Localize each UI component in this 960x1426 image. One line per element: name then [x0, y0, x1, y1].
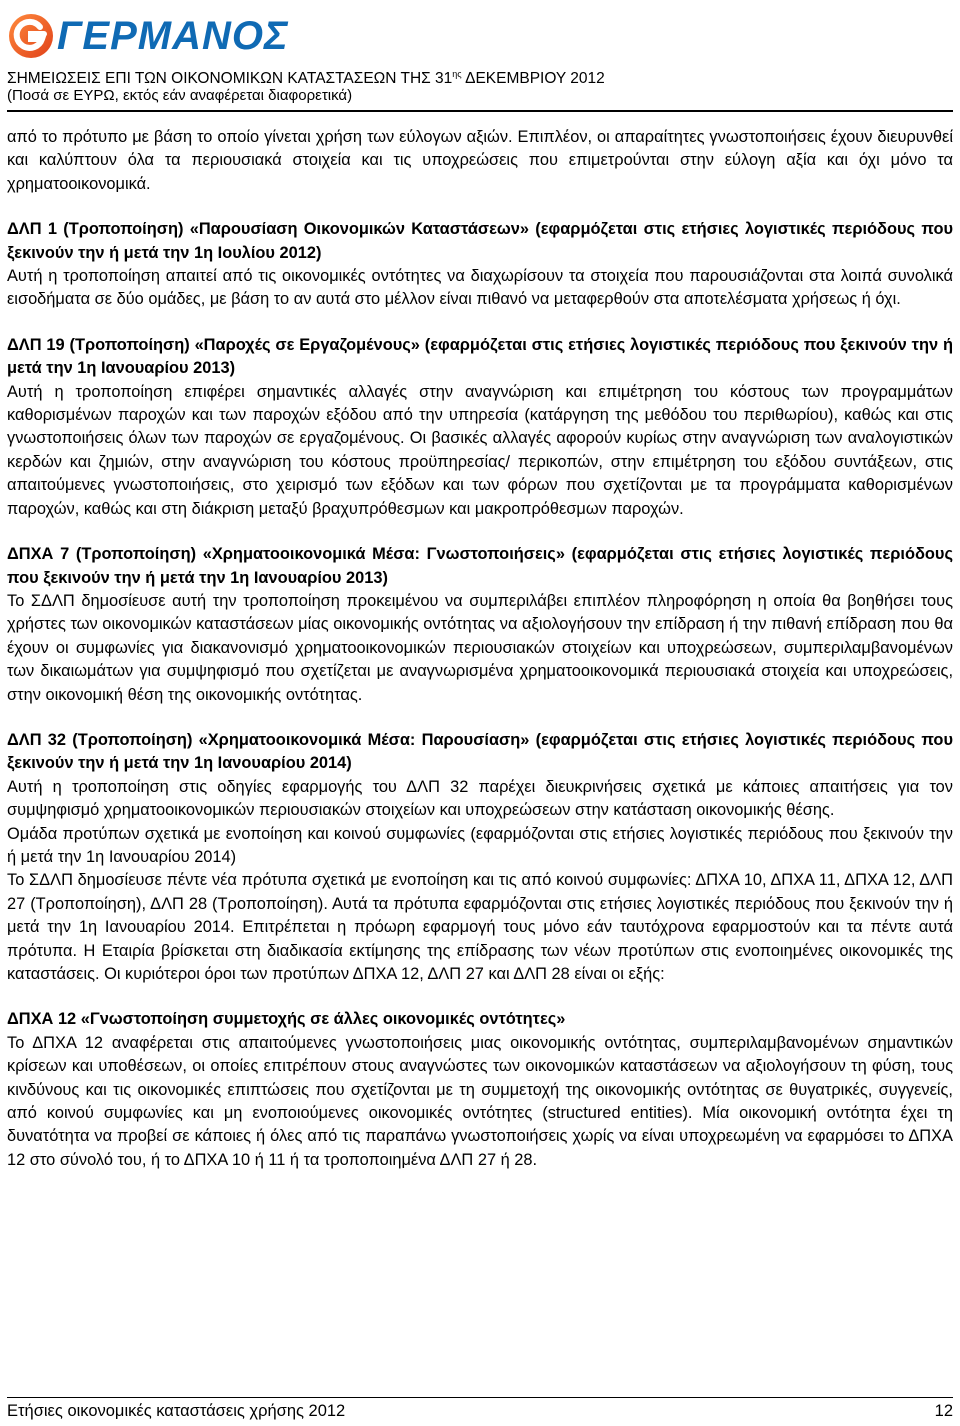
page-number: 12 — [934, 1402, 953, 1420]
document-body — [7, 126, 953, 1172]
section-paragraph: Το ΣΔΛΠ δημοσίευσε πέντε νέα πρότυπα σχετικά με ενοποίηση και τις από κοινού συμφωνίες: ΔΠΧΑ 10, ΔΠΧΑ 11, ΔΠΧΑ 12, ΔΛΠ 27 (Τροποποίηση), ΔΛΠ 28 (Τροποποίηση). Αυτά τα πρότυπα εφαρμόζονται στις ετήσιες λογιστικές περιόδους που ξεκινούν την ή μετά την 1η Ιανουαρίου 2014. Επιτρέπεται η πρόωρη εφαρμογή τους μόνο εάν ταυτόχρονα εφαρμοστούν και τα πέντε αυτά πρότυπα. Η Εταιρία βρίσκεται στη διαδικασία εκτίμησης της επίδρασης των νέων προτύπων στις ενοποιημένες οικονομικές της καταστάσεις. Οι κυριότεροι όροι των προτύπων ΔΠΧΑ 12, ΔΛΠ 27 και ΔΛΠ 28 είναι οι εξής: — [7, 871, 953, 983]
company-logo — [7, 8, 953, 64]
section-ifrs-12 — [7, 1008, 953, 1172]
section-title: ΔΛΠ 19 (Τροποποίηση) «Παροχές σε Εργαζομένους» (εφαρμόζεται στις ετήσιες λογιστικές περιόδους που ξεκινούν την ή μετά την 1η Ιανουαρίου 2013) — [7, 335, 953, 378]
germanos-logo-icon — [7, 12, 55, 60]
footer-divider — [7, 1397, 953, 1398]
header-divider — [7, 110, 953, 112]
section-title: ΔΛΠ 32 (Τροποποίηση) «Χρηματοοικονομικά Μέσα: Παρουσίαση» (εφαρμόζεται στις ετήσιες λογιστικές περιόδους που ξεκινούν την ή μετά την 1η Ιανουαρίου 2014) — [7, 730, 953, 773]
section-paragraph: Το ΔΠΧΑ 12 αναφέρεται στις απαιτούμενες γνωστοποιήσεις μιας οικονομικής οντότητας, συμπεριλαμβανομένων σημαντικών κρίσεων και υποθέσεων, οι οποίες επιτρέπουν στους αναγνώστες των οικονομικών καταστάσεων να αξιολογήσουν τη φύση, τους κινδύνους και τις οικονομικές επιπτώσεις που σχετίζονται με τη συμμετοχή της οικονομικής οντότητας σε θυγατρικές, συγγενείς, από κοινού συμφωνίες και μη ενοποιούμενες οικονομικές οντότητες (structured entities). Μία οικονομική οντότητα έχει τη δυνατότητα να προβεί σε κάποιες ή όλες από τις παραπάνω γνωστοποιήσεις χωρίς να είναι υποχρεωμένη να εφαρμόσει το ΔΠΧΑ 12 στο σύνολό του, ή το ΔΠΧΑ 10 ή 11 ή τα τροποποιημένα ΔΛΠ 27 ή 28. — [7, 1033, 953, 1169]
notes-header-title — [7, 70, 953, 87]
header-title-main: ΣΗΜΕΙΩΣΕΙΣ ΕΠΙ ΤΩΝ ΟΙΚΟΝΟΜΙΚΩΝ ΚΑΤΑΣΤΑΣΕΩΝ ΤΗΣ 31 — [7, 70, 453, 87]
section-paragraph: Αυτή η τροποποίηση απαιτεί από τις οικονομικές οντότητες να διαχωρίσουν τα στοιχεία που παρουσιάζονται στα λοιπά συνολικά εισοδήματα σε δύο ομάδες, με βάση το αν αυτά στο μέλλον είναι πιθανό να μεταφερθούν στα αποτελέσματα χρήσεως ή όχι. — [7, 267, 953, 309]
section-ifrs-7 — [7, 543, 953, 707]
currency-note: (Ποσά σε ΕΥΡΩ, εκτός εάν αναφέρεται διαφορετικά) — [7, 87, 353, 104]
section-paragraph: Το ΣΔΛΠ δημοσίευσε αυτή την τροποποίηση προκειμένου να συμπεριλάβει επιπλέον πληροφόρηση η οποία θα βοηθήσει τους χρήστες των οικονομικών καταστάσεων μίας οικονομικής οντότητας να αξιολογήσουν την επίδραση ή την πιθανή επίδραση που θα έχουν οι συμφωνίες για διακανονισμό χρηματοοικονομικών περιουσιακών στοιχείων και υποχρεώσεων, συμπεριλαμβανομένων των δικαιωμάτων για συμψηφισμό που σχετίζεται με αναγνωρισμένα χρηματοοικονομικά περιουσιακά στοιχεία και υποχρεώσεις, στην οικονομική θέση της οικονομικής οντότητας. — [7, 591, 953, 704]
header-title-superscript: ης — [452, 69, 462, 79]
section-ias-32 — [7, 729, 953, 986]
section-paragraph: Ομάδα προτύπων σχετικά με ενοποίηση και κοινού συμφωνίες (εφαρμόζονται στις ετήσιες λογιστικές περιόδους που ξεκινούν την ή μετά την 1η Ιανουαρίου 2014) — [7, 824, 953, 866]
logo-wordmark: ΓΕΡΜΑΝΟΣ — [57, 14, 289, 58]
section-paragraph: Αυτή η τροποποίηση επιφέρει σημαντικές αλλαγές στην αναγνώριση και επιμέτρηση του κόστους των προγραμμάτων καθορισμένων παροχών και των παροχών εξόδου από την υπηρεσία (κατάργηση της μεθόδου του περιθωρίου), καθώς και στις γνωστοποιήσεις όλων των παροχών σε εργαζομένους. Οι βασικές αλλαγές αφορούν κυρίως στην αναγνώριση των αναλογιστικών κερδών και ζημιών, στην αναγνώριση του κόστους προϋπηρεσίας/ περικοπών, στην επιμέτρηση του εξόδου συντάξεων, στις απαιτούμενες γνωστοποιήσεις, στο χειρισμό των εξόδων και των φόρων που σχετίζονται με τα προγράμματα καθορισμένων παροχών, καθώς και στη διάκριση μεταξύ βραχυπρόθεσμων και μακροπρόθεσμων παροχών. — [7, 382, 953, 518]
header-title-end: ΔΕΚΕΜΒΡΙΟΥ 2012 — [461, 70, 605, 87]
page-header — [7, 8, 953, 104]
section-ias-19 — [7, 334, 953, 521]
section-paragraph: Αυτή η τροποποίηση στις οδηγίες εφαρμογής του ΔΛΠ 32 παρέχει διευκρινήσεις σχετικά με κάποιες απαιτήσεις για τον συμψηφισμό χρηματοοικονομικών περιουσιακών στοιχείων και υποχρεώσεων στην κατάσταση οικονομικής θέσης. — [7, 777, 953, 820]
page-footer — [7, 1400, 953, 1422]
section-title: ΔΠΧΑ 7 (Τροποποίηση) «Χρηματοοικονομικά Μέσα: Γνωστοποιήσεις» (εφαρμόζεται στις ετήσιες λογιστικές περιόδους που ξεκινούν την ή μετά την 1η Ιανουαρίου 2013) — [7, 545, 953, 587]
footer-text: Ετήσιες οικονομικές καταστάσεις χρήσης 2012 — [7, 1402, 346, 1420]
intro-paragraph: από το πρότυπο με βάση το οποίο γίνεται χρήση των εύλογων αξιών. Επιπλέον, οι απαραίτητες γνωστοποιήσεις έχουν διευρυνθεί και καλύπτουν όλα τα περιουσιακά στοιχεία και τις υποχρεώσεις που επιμετρούνται στην εύλογη αξία και όχι μόνο τα χρηματοοικονομικά. — [7, 128, 953, 193]
section-title: ΔΛΠ 1 (Τροποποίηση) «Παρουσίαση Οικονομικών Καταστάσεων» (εφαρμόζεται στις ετήσιες λογιστικές περιόδους που ξεκινούν την ή μετά την 1η Ιουλίου 2012) — [7, 220, 953, 262]
section-title: ΔΠΧΑ 12 «Γνωστοποίηση συμμετοχής σε άλλες οικονομικές οντότητες» — [7, 1010, 566, 1029]
section-ias-1 — [7, 218, 953, 312]
